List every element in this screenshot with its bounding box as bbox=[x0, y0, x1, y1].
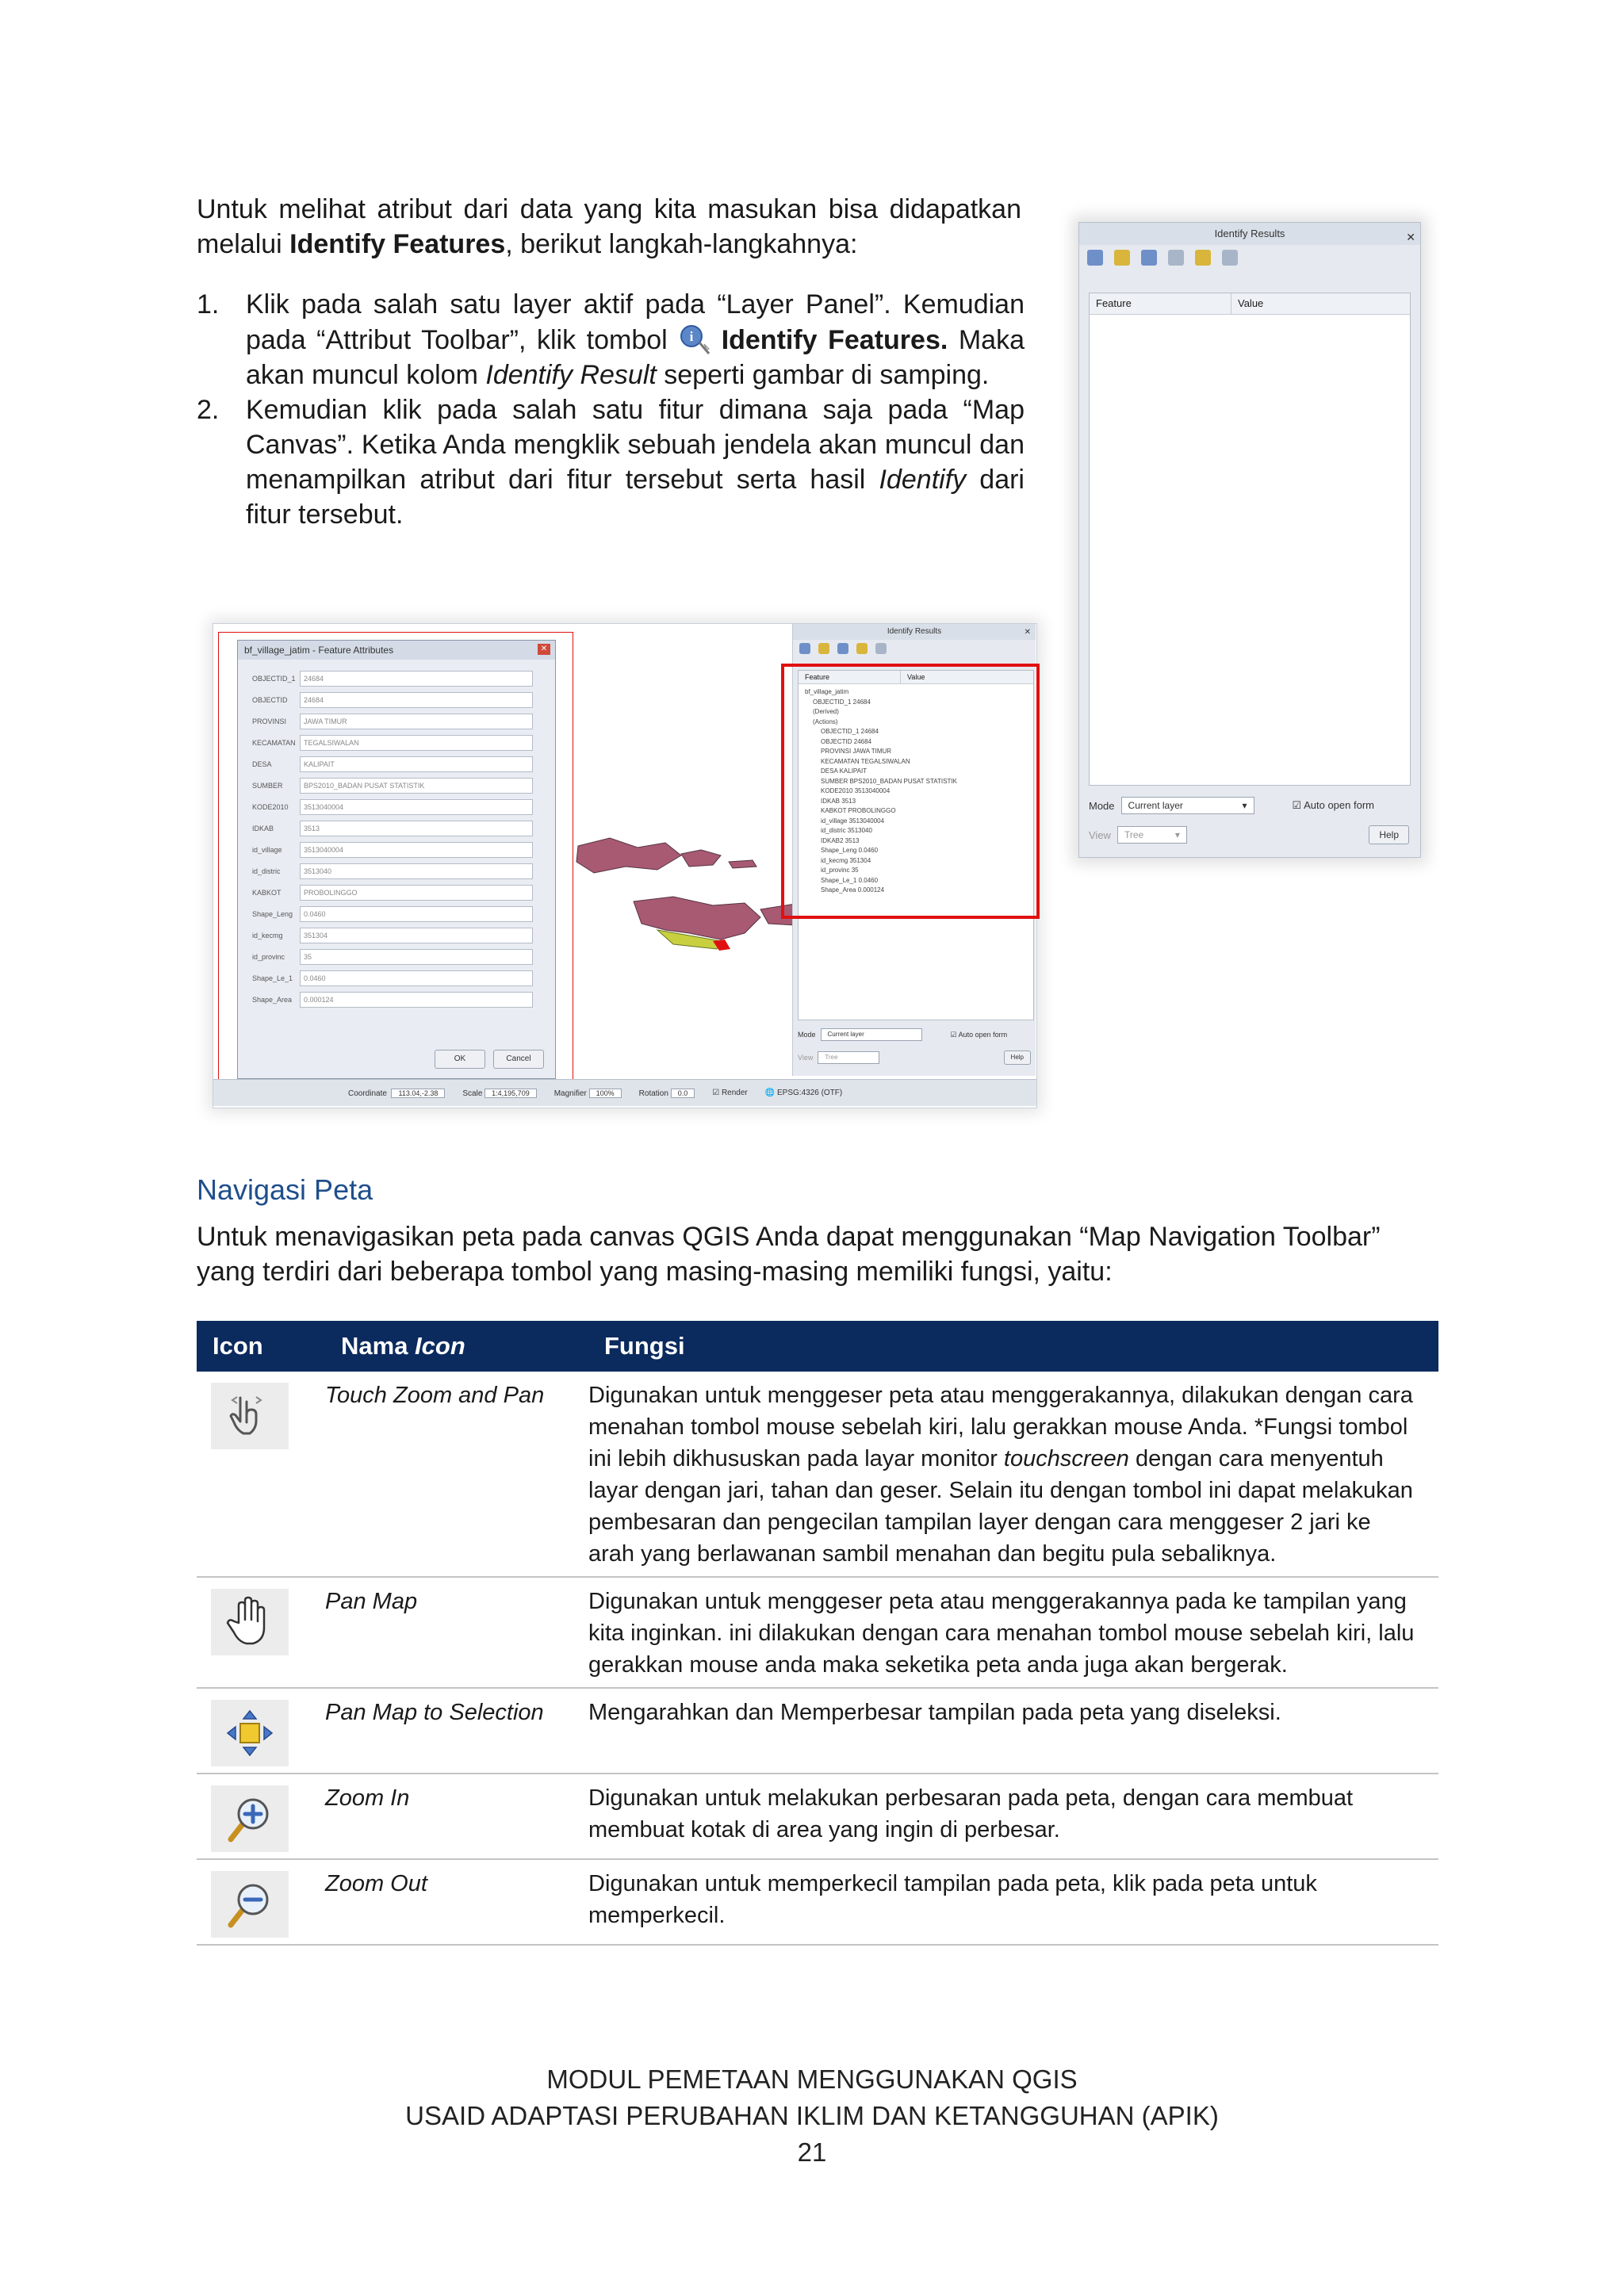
tree-item[interactable]: IDKAB2 3513 bbox=[821, 836, 860, 844]
tree-item[interactable]: Shape_Area 0.000124 bbox=[821, 886, 885, 894]
attribute-label: PROVINSI bbox=[252, 717, 287, 725]
copy-icon[interactable] bbox=[1195, 250, 1211, 266]
magnifier-readout bbox=[554, 1088, 622, 1099]
tree-item[interactable]: DESA KALIPAIT bbox=[821, 767, 868, 775]
step-item bbox=[197, 392, 1025, 532]
tree-item[interactable]: id_kecmg 351304 bbox=[821, 856, 871, 864]
table-row bbox=[197, 1859, 1438, 1945]
tree-item[interactable]: PROVINSI JAWA TIMUR bbox=[821, 748, 892, 755]
panel-view-row bbox=[1089, 825, 1409, 844]
attribute-row bbox=[238, 860, 555, 882]
attribute-value-field[interactable]: 24684 bbox=[300, 671, 533, 687]
results-table bbox=[1089, 293, 1411, 786]
table-row bbox=[197, 1577, 1438, 1688]
touch-zoom-pan-icon bbox=[211, 1383, 289, 1449]
attribute-row bbox=[238, 946, 555, 967]
dock-mode-row bbox=[798, 1028, 1007, 1041]
view-select[interactable] bbox=[1117, 826, 1187, 844]
icon-cell bbox=[197, 1774, 325, 1859]
attribute-row bbox=[238, 668, 555, 689]
footer-program-title: USAID ADAPTASI PERUBAHAN IKLIM DAN KETANGGUHAN (APIK) bbox=[405, 2101, 1219, 2130]
qgis-identify-screenshot bbox=[213, 623, 1037, 1108]
intro-text: Untuk melihat atribut dari data yang kita masukan bisa didapatkan melalui bbox=[197, 194, 1021, 259]
auto-open-label: Auto open form bbox=[1304, 799, 1374, 811]
attribute-row bbox=[238, 710, 555, 732]
panel-mode-row bbox=[1089, 797, 1374, 814]
icon-name: Zoom Out bbox=[325, 1859, 588, 1945]
icon-cell bbox=[197, 1577, 325, 1688]
mode-value: Current layer bbox=[1128, 800, 1183, 811]
tree-item[interactable]: IDKAB 3513 bbox=[821, 797, 856, 805]
island-polygon[interactable] bbox=[681, 850, 721, 867]
attribute-label: IDKAB bbox=[252, 824, 274, 832]
print-icon[interactable] bbox=[875, 643, 887, 654]
attribute-label: Shape_Leng bbox=[252, 909, 293, 918]
close-icon[interactable]: ✕ bbox=[1024, 628, 1031, 637]
tree-item[interactable]: (Derived) bbox=[813, 708, 839, 715]
render-checkbox[interactable]: ☑ Render bbox=[712, 1089, 748, 1097]
attribute-row bbox=[238, 839, 555, 860]
view-value: Tree bbox=[1124, 829, 1144, 840]
mode-value: Current layer bbox=[827, 1031, 864, 1038]
step-text bbox=[246, 392, 1025, 532]
tree-item[interactable]: id_distric 3513040 bbox=[821, 827, 872, 834]
auto-open-label: Auto open form bbox=[958, 1030, 1008, 1039]
status-bar bbox=[213, 1079, 1036, 1106]
steps-list bbox=[197, 287, 1025, 532]
dialog-buttons bbox=[435, 1050, 544, 1069]
icon-name: Pan Map to Selection bbox=[325, 1688, 588, 1774]
tree-item[interactable]: SUMBER BPS2010_BADAN PUSAT STATISTIK bbox=[821, 777, 957, 785]
tree-item[interactable]: OBJECTID 24684 bbox=[821, 737, 872, 745]
mode-label: Mode bbox=[798, 1031, 816, 1039]
footer-module-title: MODUL PEMETAAN MENGGUNAKAN QGIS bbox=[546, 2064, 1078, 2094]
icon-function bbox=[588, 1859, 1438, 1945]
attribute-value-field[interactable]: 35 bbox=[300, 949, 533, 965]
collapse-tree-icon[interactable] bbox=[1114, 250, 1130, 266]
mode-label: Mode bbox=[1089, 799, 1115, 812]
attribute-row bbox=[238, 796, 555, 817]
attribute-label: OBJECTID bbox=[252, 695, 288, 704]
expand-tree-icon[interactable] bbox=[799, 643, 810, 654]
panel-toolbar bbox=[1079, 245, 1420, 274]
chevron-down-icon: ▾ bbox=[1242, 800, 1247, 811]
mode-select[interactable] bbox=[1121, 797, 1254, 814]
intro-bold-term: Identify Features bbox=[289, 229, 506, 259]
identify-results-panel-screenshot bbox=[1078, 222, 1421, 858]
function-text: Digunakan untuk memperkecil tampilan pada peta, klik pada peta untuk memperkecil. bbox=[588, 1871, 1317, 1928]
rotation-label: Rotation bbox=[638, 1089, 668, 1098]
pan-map-hand-icon bbox=[211, 1589, 289, 1655]
mode-select[interactable] bbox=[821, 1028, 922, 1041]
view-label: View bbox=[798, 1054, 814, 1062]
magnifier-label: Magnifier bbox=[553, 1089, 587, 1098]
dialog-title: bf_village_jatim - Feature Attributes bbox=[244, 645, 394, 656]
attribute-value-field[interactable]: 0.0460 bbox=[300, 906, 533, 922]
attribute-row bbox=[238, 817, 555, 839]
header-function: Fungsi bbox=[588, 1321, 1438, 1372]
help-button[interactable]: Help bbox=[1369, 825, 1409, 844]
island-polygon[interactable] bbox=[576, 838, 681, 873]
attribute-row bbox=[238, 689, 555, 710]
tree-item[interactable]: OBJECTID_1 24684 bbox=[813, 698, 871, 706]
collapse-tree-icon[interactable] bbox=[818, 643, 829, 654]
attribute-value-field[interactable]: 3513040004 bbox=[300, 799, 533, 815]
island-polygon[interactable] bbox=[729, 860, 756, 868]
step-text-part: dari fitur tersebut. bbox=[246, 465, 1025, 530]
step-item bbox=[197, 287, 1025, 392]
column-feature[interactable]: Feature bbox=[799, 671, 901, 683]
header-name bbox=[325, 1321, 588, 1372]
attribute-row bbox=[238, 732, 555, 753]
page-number: 21 bbox=[797, 2137, 827, 2167]
icon-name: Pan Map bbox=[325, 1577, 588, 1688]
feature-attributes-dialog bbox=[237, 640, 556, 1079]
dock-view-row bbox=[798, 1050, 1031, 1065]
rotation-value[interactable]: 0.0 bbox=[671, 1089, 695, 1098]
auto-open-checkbox[interactable]: ☑ Auto open form bbox=[950, 1030, 1008, 1039]
step-italic-term: Identify Result bbox=[485, 360, 657, 390]
dock-title-bar bbox=[793, 624, 1036, 640]
tree-item[interactable]: KECAMATAN TEGALSIWALAN bbox=[821, 757, 910, 765]
auto-open-checkbox[interactable]: ☑ Auto open form bbox=[1292, 799, 1374, 811]
attribute-label: DESA bbox=[252, 760, 272, 768]
attribute-row bbox=[238, 924, 555, 946]
step-number: 2. bbox=[197, 395, 220, 425]
attribute-label: KECAMATAN bbox=[252, 738, 296, 747]
step-text-part: Kemudian klik pada salah satu fitur dimana saja pada “Map Canvas”. Ketika Anda mengklik sebuah jendela akan muncul dan menampilkan atribut dari fitur tersebut serta hasil bbox=[246, 395, 1025, 495]
page-footer bbox=[0, 2061, 1624, 2171]
identify-features-icon bbox=[676, 322, 714, 357]
scale-label: Scale bbox=[462, 1089, 483, 1098]
step-text bbox=[246, 287, 1025, 392]
attribute-row bbox=[238, 775, 555, 796]
view-label: View bbox=[1089, 828, 1111, 841]
pan-to-selection-icon bbox=[211, 1700, 289, 1766]
cancel-button[interactable]: Cancel bbox=[493, 1050, 544, 1069]
scale-readout bbox=[462, 1088, 536, 1099]
render-label: Render bbox=[721, 1089, 748, 1097]
step-text-part: Maka akan muncul kolom bbox=[246, 325, 1025, 390]
intro-text-end: , berikut langkah-langkahnya: bbox=[505, 229, 858, 259]
tree-item[interactable]: bf_village_jatim bbox=[805, 688, 849, 695]
copy-icon[interactable] bbox=[856, 643, 868, 654]
attribute-label: KODE2010 bbox=[252, 802, 289, 811]
attribute-value-field[interactable]: 3513 bbox=[300, 821, 533, 836]
icon-cell bbox=[197, 1859, 325, 1945]
icon-function bbox=[588, 1688, 1438, 1774]
table-row bbox=[197, 1774, 1438, 1859]
function-text: Digunakan untuk menggeser peta atau menggerakannya, dilakukan dengan cara menahan tombol mouse sebelah kiri, lalu gerakkan mouse Anda. *Fungsi tombol ini lebih dikhususkan pada layar monitor bbox=[588, 1383, 1413, 1471]
function-italic: touchscreen bbox=[1003, 1446, 1129, 1471]
function-text: Digunakan untuk melakukan perbesaran pada peta, dengan cara membuat membuat kotak di area yang ingin di perbesar. bbox=[588, 1785, 1354, 1843]
intro-paragraph bbox=[197, 192, 1021, 262]
attribute-value-field[interactable]: 3513040 bbox=[300, 863, 533, 879]
help-button[interactable]: Help bbox=[1004, 1050, 1031, 1065]
attribute-row bbox=[238, 882, 555, 903]
dock-toolbar bbox=[793, 640, 1036, 662]
step-text-part: Klik pada salah satu layer aktif pada “Layer Panel”. Kemudian pada “Attribut Toolbar”, klik tombol bbox=[246, 289, 1025, 355]
icon-cell bbox=[197, 1372, 325, 1577]
column-value[interactable]: Value bbox=[1238, 297, 1264, 309]
island-polygon[interactable] bbox=[634, 897, 760, 939]
attribute-value-field[interactable]: 0.000124 bbox=[300, 992, 533, 1008]
panel-title: Identify Results bbox=[1214, 228, 1285, 239]
attribute-label: SUMBER bbox=[252, 781, 283, 790]
column-value[interactable]: Value bbox=[907, 673, 925, 681]
dialog-title-bar bbox=[238, 641, 555, 660]
zoom-in-icon bbox=[211, 1785, 289, 1852]
crs-label: EPSG:4326 (OTF) bbox=[777, 1089, 843, 1097]
attribute-row bbox=[238, 967, 555, 989]
tree-item[interactable]: id_village 3513040004 bbox=[821, 817, 885, 825]
coordinate-label: Coordinate bbox=[348, 1089, 387, 1098]
tree-item[interactable]: (Actions) bbox=[813, 718, 838, 725]
expand-new-icon[interactable] bbox=[837, 643, 848, 654]
header-name-text: Nama bbox=[341, 1332, 416, 1360]
attribute-value-field[interactable]: 351304 bbox=[300, 928, 533, 943]
function-text: dengan cara menyentuh layar dengan jari, tahan dan geser. Selain itu dengan tombol ini dapat melakukan pembesaran dan pengecilan tampilan layer dengan cara menggeser 2 jari ke arah yang berlawanan sambil menahan dan begitu pula sebaliknya. bbox=[588, 1446, 1413, 1567]
view-select[interactable] bbox=[818, 1051, 879, 1064]
attribute-value-field[interactable]: BPS2010_BADAN PUSAT STATISTIK bbox=[300, 778, 533, 794]
attribute-label: KABKOT bbox=[252, 888, 282, 897]
svg-text:i: i bbox=[689, 329, 694, 344]
header-name-italic: Icon bbox=[415, 1332, 465, 1360]
print-icon[interactable] bbox=[1222, 250, 1238, 266]
attribute-row bbox=[238, 903, 555, 924]
attribute-label: id_distric bbox=[252, 867, 281, 875]
magnifier-value[interactable]: 100% bbox=[589, 1089, 622, 1098]
table-row bbox=[197, 1688, 1438, 1774]
function-text: Digunakan untuk menggeser peta atau menggerakannya pada ke tampilan yang kita inginkan. ini dilakukan dengan cara menahan tombol mouse sebelah kiri, lalu gerakkan mouse anda maka seketika peta anda juga akan bergerak. bbox=[588, 1589, 1415, 1678]
coordinate-value[interactable]: 113.04,-2.38 bbox=[391, 1089, 445, 1098]
tree-item[interactable]: id_provinc 35 bbox=[821, 867, 859, 874]
attribute-form bbox=[238, 660, 555, 1010]
step-number: 1. bbox=[197, 289, 220, 320]
view-value: Tree bbox=[825, 1054, 838, 1061]
attribute-value-field[interactable]: JAWA TIMUR bbox=[300, 714, 533, 729]
crs-button[interactable]: 🌐 EPSG:4326 (OTF) bbox=[764, 1089, 843, 1097]
step-bold-term: Identify Features. bbox=[721, 325, 948, 355]
tree-item[interactable]: OBJECTID_1 24684 bbox=[821, 728, 879, 735]
attribute-row bbox=[238, 989, 555, 1010]
attribute-label: Shape_Area bbox=[252, 995, 293, 1004]
section-title: Navigasi Peta bbox=[197, 1173, 373, 1206]
attribute-value-field[interactable]: 24684 bbox=[300, 692, 533, 708]
clear-results-icon[interactable] bbox=[1168, 250, 1184, 266]
attribute-value-field[interactable]: KALIPAIT bbox=[300, 756, 533, 772]
tree-item[interactable]: KABKOT PROBOLINGGO bbox=[821, 807, 896, 814]
scale-value[interactable]: 1:4,195,709 bbox=[485, 1089, 537, 1098]
expand-new-icon[interactable] bbox=[1141, 250, 1157, 266]
close-icon[interactable]: ✕ bbox=[538, 644, 550, 655]
function-text: Mengarahkan dan Memperbesar tampilan pada peta yang diseleksi. bbox=[588, 1700, 1281, 1725]
close-icon[interactable]: ✕ bbox=[1406, 231, 1415, 243]
step-text-part: seperti gambar di samping. bbox=[656, 360, 990, 390]
attribute-label: OBJECTID_1 bbox=[252, 674, 296, 683]
results-table-header bbox=[1090, 293, 1410, 315]
attribute-value-field[interactable]: 3513040004 bbox=[300, 842, 533, 858]
tree-item[interactable]: Shape_Leng 0.0460 bbox=[821, 847, 879, 854]
panel-title-bar bbox=[1079, 223, 1420, 245]
header-icon: Icon bbox=[197, 1321, 325, 1372]
attribute-label: id_provinc bbox=[252, 952, 285, 961]
rotation-readout bbox=[639, 1088, 695, 1099]
zoom-out-icon bbox=[211, 1871, 289, 1938]
attribute-value-field[interactable]: PROBOLINGGO bbox=[300, 885, 533, 901]
table-row bbox=[197, 1372, 1438, 1577]
icon-name: Touch Zoom and Pan bbox=[325, 1372, 588, 1577]
dock-title: Identify Results bbox=[887, 627, 942, 636]
icon-cell bbox=[197, 1688, 325, 1774]
step-italic-term: Identify bbox=[879, 465, 967, 495]
icon-function bbox=[588, 1577, 1438, 1688]
icon-function bbox=[588, 1372, 1438, 1577]
icon-name: Zoom In bbox=[325, 1774, 588, 1859]
attribute-value-field[interactable]: TEGALSIWALAN bbox=[300, 735, 533, 751]
table-header-row bbox=[197, 1321, 1438, 1372]
attribute-row bbox=[238, 753, 555, 775]
tree-item[interactable]: KODE2010 3513040004 bbox=[821, 787, 891, 794]
icon-function bbox=[588, 1774, 1438, 1859]
attribute-label: Shape_Le_1 bbox=[252, 974, 293, 982]
chevron-down-icon: ▾ bbox=[1174, 829, 1180, 840]
ok-button[interactable]: OK bbox=[435, 1050, 485, 1069]
tree-item[interactable]: Shape_Le_1 0.0460 bbox=[821, 876, 879, 884]
attribute-value-field[interactable]: 0.0460 bbox=[300, 970, 533, 986]
section-paragraph: Untuk menavigasikan peta pada canvas QGIS Anda dapat menggunakan “Map Navigation Toolbar” yang terdiri dari beberapa tombol yang masing-masing memiliki fungsi, yaitu: bbox=[197, 1222, 1381, 1287]
navigation-toolbar-table bbox=[197, 1321, 1438, 1946]
attribute-label: id_village bbox=[252, 845, 282, 854]
column-feature[interactable]: Feature bbox=[1090, 293, 1231, 314]
expand-tree-icon[interactable] bbox=[1087, 250, 1103, 266]
attribute-label: id_kecmg bbox=[252, 931, 283, 939]
results-highlight-box bbox=[781, 664, 1040, 919]
coordinate-readout bbox=[348, 1088, 445, 1099]
